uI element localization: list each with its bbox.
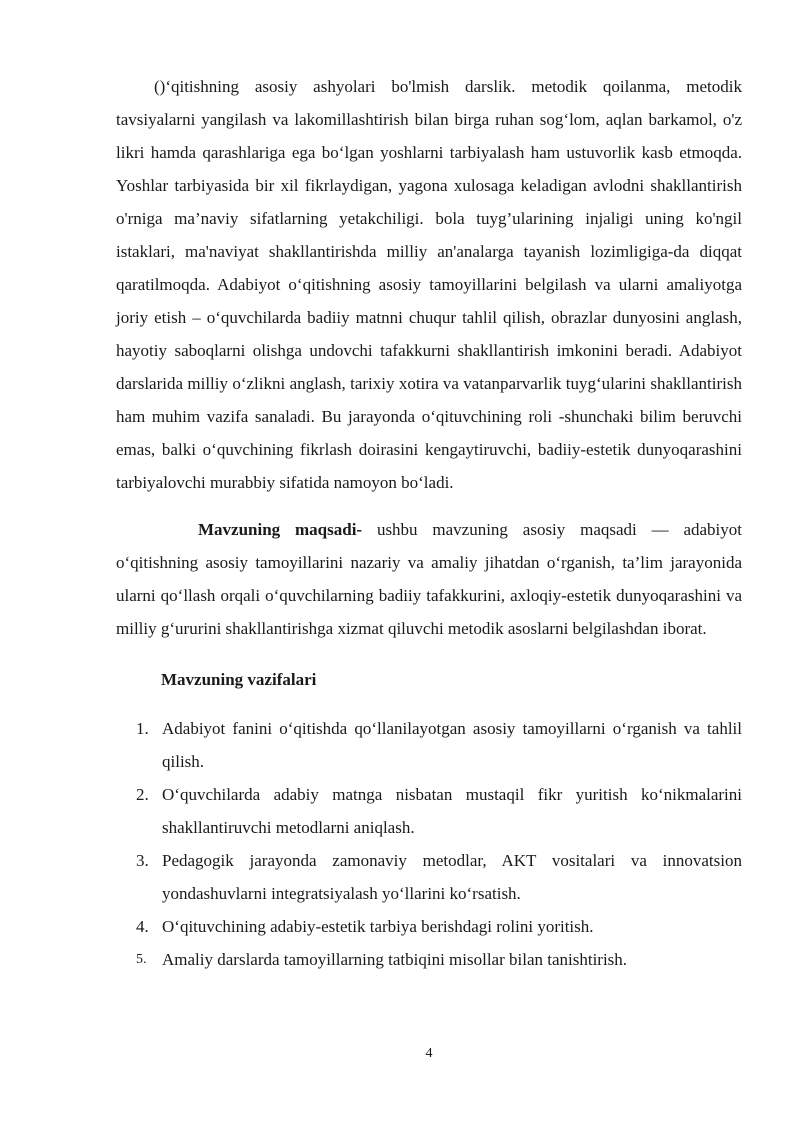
list-item — [116, 712, 742, 778]
list-item-text: Pedagogik jarayonda zamonaviy metodlar, AKT vositalari va innovatsion yondashuvlarni integratsiyalash yo‘llarini ko‘rsatish. — [162, 851, 742, 903]
list-item-number: 4. — [136, 917, 149, 936]
list-item-text: Amaliy darslarda tamoyillarning tatbiqini misollar bilan tanishtirish. — [162, 950, 628, 969]
tasks-heading: Mavzuning vazifalari — [161, 670, 317, 689]
list-item — [116, 943, 742, 976]
list-item-text: O‘qituvchining adabiy-estetik tarbiya berishdagi rolini yoritish. — [162, 917, 594, 936]
tasks-list — [116, 712, 742, 976]
list-item-number: 2. — [136, 785, 149, 804]
document-page — [116, 70, 742, 976]
list-item — [116, 778, 742, 844]
intro-paragraph: ()‘qitishning asosiy ashyolari bo'lmish darslik. metodik qoilanma, metodik tavsiyalarni yangilash va lakomillashtirish bilan birga ruhan sog‘lom, aqlan barkamol, o'z likri hamda qarashlariga ega bo‘lgan yoshlarni tarbiyalash ham ustuvorlik kasb etmoqda. Yoshlar tarbiyasida bir xil fikrlaydigan, yagona xulosaga keladigan avlodni shakllantirish o'rniga ma’naviy sifatlarning yetakchiligi. bola tuyg’ularining injaligi uning ko'ngil istaklari, ma'naviyat shakllantirishda milliy an'analarga tayanish lozimligiga-da diqqat qaratilmoqda. Adabiyot o‘qitishning asosiy tamoyillarini belgilash va ularni amaliyotga joriy etish – o‘quvchilarda badiiy matnni chuqur tahlil qilish, obrazlar dunyosini anglash, hayotiy saboqlarni olishga undovchi tafakkurni shakllantirish imkonini beradi. Adabiyot darslarida milliy o‘zlikni anglash, tarixiy xotira va vatanparvarlik tuyg‘ularini shakllantirish ham muhim vazifa sanaladi. Bu jarayonda o‘qituvchining roli -shunchaki bilim beruvchi emas, balki o‘quvchining fikrlash doirasini kengaytiruvchi, badiiy-estetik dunyoqarashini tarbiyalovchi murabbiy sifatida namoyon bo‘ladi. — [116, 77, 742, 492]
list-item — [116, 910, 742, 943]
goal-label: Mavzuning maqsadi- — [198, 520, 363, 539]
list-item — [116, 844, 742, 910]
list-item-text: Adabiyot fanini o‘qitishda qo‘llanilayotgan asosiy tamoyillarni o‘rganish va tahlil qilish. — [162, 719, 742, 771]
goal-text: ushbu mavzuning asosiy maqsadi — adabiyot o‘qitishning asosiy tamoyillarini nazariy va amaliy jihatdan o‘rganish, ta’lim jarayonida ularni qo‘llash orqali o‘quvchilarning badiiy tafakkurini, axloqiy-estetik dunyoqarashini va milliy g‘ururini shakllantirishga xizmat qiluvchi metodik asoslarni belgilashdan iborat. — [116, 520, 742, 638]
list-item-text: O‘quvchilarda adabiy matnga nisbatan mustaqil fikr yuritish ko‘nikmalarini shakllantiruvchi metodlarni aniqlash. — [162, 785, 742, 837]
goal-paragraph — [116, 513, 742, 645]
page-number: 4 — [425, 1046, 433, 1061]
list-item-number: 1. — [136, 719, 149, 738]
list-item-number: 3. — [136, 851, 149, 870]
list-item-number: 5. — [136, 952, 147, 967]
